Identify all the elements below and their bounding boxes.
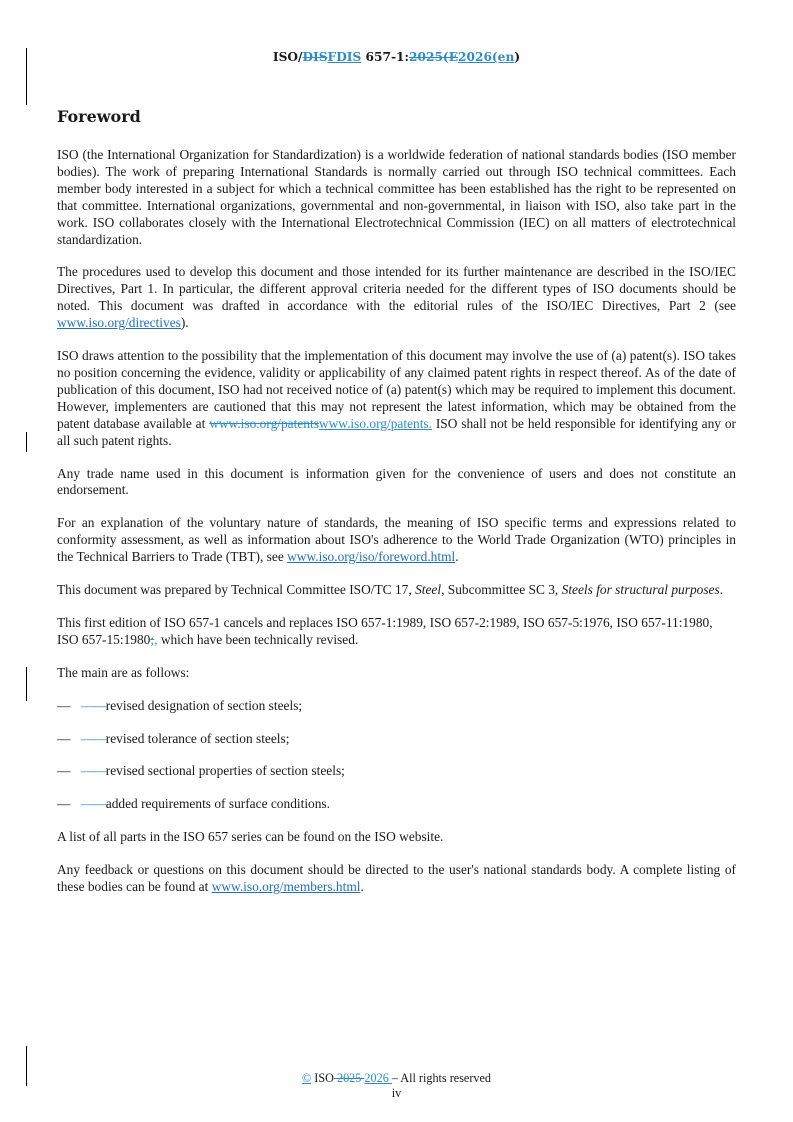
inserted-footer-year: 2026 [364, 1071, 392, 1085]
copyright-symbol: © [301, 1071, 312, 1085]
inserted-dash-marker: —— [81, 763, 106, 779]
list-item-text: revised sectional properties of section steels; [105, 763, 345, 779]
committee-name: Steel [415, 582, 442, 598]
paragraph-text: ISO draws attention to the possibility that the implementation of this document may involve the use of (a) patent(s). ISO takes no position concerning the evidence, validity or applicability of any claimed patent rights in respect thereof. As of the date of publication of this document, ISO had not received notice of (a) patent(s) which may be required to implement this document. However, implementers are cautioned that this may not represent the latest information, which may be obtained from the patent database available at [57, 348, 736, 431]
inserted-comma: , [154, 631, 158, 647]
paragraph-iso-intro: ISO (the International Organization for Standardization) is a worldwide federation of national standards bodies (ISO member bodies). The work of preparing International Standards is normally carried out through ISO technical committees. Each member body interested in a subject for which a technical committee has been established has the right to be represented on that committee. International organizations, governmental and non-governmental, in liaison with ISO, also take part in the work. ISO collaborates closely with the International Electrotechnical Commission (IEC) on all matters of electrotechnical standardization. [57, 147, 736, 247]
inserted-year: 2026(en [458, 50, 515, 64]
paragraph-text: ISO shall not be held responsible for identifying any or all such patent rights. [57, 415, 736, 448]
paragraph-text: ). [180, 315, 189, 331]
header-prefix: ISO/ [272, 50, 303, 64]
header-number: 657-1: [361, 50, 410, 64]
bullet-dash: — [57, 763, 71, 779]
list-item-text: revised designation of section steels; [105, 697, 303, 713]
bullet-dash: — [57, 796, 71, 812]
deleted-stage: DIS [302, 50, 328, 64]
paragraph-trade-name: Any trade name used in this document is information given for the convenience of users and does not constitute an endorsement. [57, 465, 736, 498]
paragraph-text: . [455, 549, 459, 565]
paragraph-patents [57, 348, 736, 449]
paragraph-text: which have been technically revised. [157, 631, 359, 647]
paragraph-text: The procedures used to develop this document and those intended for its further maintenance are described in the ISO/IEC Directives, Part 1. In particular, the different approval criteria needed for the different types of ISO documents should be noted. This document was drafted in accordance with the editorial rules of the ISO/IEC Directives, Part 2 (see [57, 264, 736, 314]
paragraph-procedures [57, 264, 736, 332]
list-item-text: revised tolerance of section steels; [105, 730, 290, 746]
subcommittee-name: Steels for structural purposes [561, 582, 720, 598]
deleted-semicolon: ; [150, 631, 155, 647]
list-item [57, 796, 736, 813]
inserted-dash-marker: —— [81, 697, 106, 713]
patents-link[interactable]: www.iso.org/patents. [318, 415, 432, 431]
paragraph-committee [57, 582, 736, 599]
deleted-footer-year: 2025 [333, 1071, 365, 1085]
inserted-dash-marker: —— [81, 796, 106, 812]
document-footer [0, 1071, 793, 1101]
section-title: Foreword [57, 107, 141, 126]
list-item [57, 698, 736, 715]
deleted-year: 2025(E [409, 50, 458, 64]
paragraph-voluntary-nature [57, 515, 736, 566]
paragraph-text: . [360, 879, 364, 895]
changes-list [57, 698, 736, 814]
bullet-dash: — [57, 730, 71, 746]
header-suffix: ) [514, 50, 521, 64]
list-item [57, 763, 736, 780]
paragraph-edition [57, 615, 736, 649]
paragraph-text: This document was prepared by Technical Committee ISO/TC 17, [57, 582, 416, 598]
list-item [57, 731, 736, 748]
paragraph-text: . [719, 582, 724, 598]
inserted-dash-marker: —— [81, 730, 106, 746]
paragraph-text: , Subcommittee SC 3, [441, 582, 562, 598]
list-item-text: added requirements of surface conditions. [105, 796, 330, 812]
foreword-link[interactable]: www.iso.org/iso/foreword.html [287, 549, 456, 565]
paragraph-series-list: A list of all parts in the ISO 657 series can be found on the ISO website. [57, 829, 444, 845]
paragraph-text: Any feedback or questions on this document should be directed to the user's national standards body. A complete listing of these bodies can be found at [57, 862, 736, 895]
copyright-iso: ISO [311, 1071, 334, 1085]
change-bar [26, 667, 27, 701]
change-bar [26, 432, 27, 452]
rights-reserved: – All rights reserved [391, 1071, 491, 1085]
page-number: iv [391, 1086, 402, 1100]
paragraph-feedback [57, 862, 736, 896]
document-body [57, 106, 736, 912]
paragraph-main-changes: The main are as follows: [57, 664, 190, 680]
document-header [0, 50, 793, 64]
inserted-stage: FDIS [327, 50, 362, 64]
deleted-patents-link: www.iso.org/patents [209, 415, 319, 431]
paragraph-text: For an explanation of the voluntary nature of standards, the meaning of ISO specific terms and expressions related to conformity assessment, as well as information about ISO's adherence to the World Trade Organization (WTO) principles in the Technical Barriers to Trade (TBT), see [57, 515, 736, 565]
bullet-dash: — [57, 697, 71, 713]
paragraph-text: This first edition of ISO 657-1 cancels and replaces ISO 657-1:1989, ISO 657-2:1989, ISO 657-5:1976, ISO 657-11:1980, ISO 657-15:1980 [57, 614, 713, 647]
copyright-line [0, 1071, 793, 1086]
directives-link[interactable]: www.iso.org/directives [57, 315, 181, 331]
members-link[interactable]: www.iso.org/members.html [211, 879, 361, 895]
